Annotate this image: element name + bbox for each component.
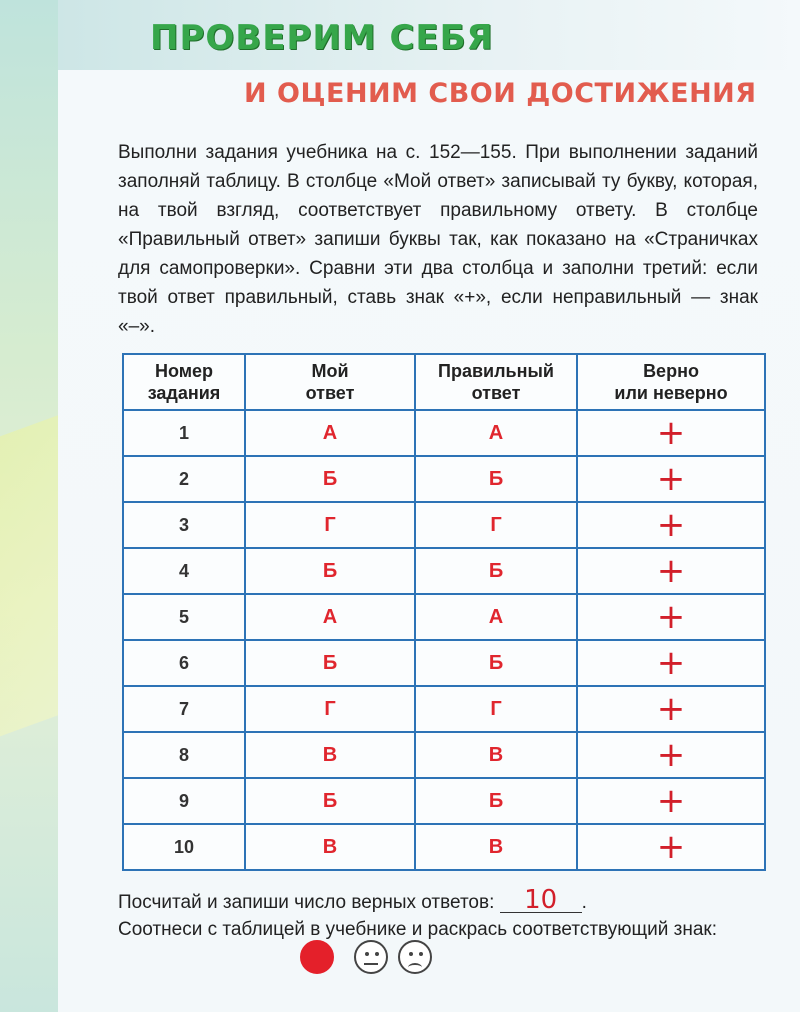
correct-answer-cell[interactable]: Б xyxy=(415,778,577,824)
task-number-cell: 8 xyxy=(123,732,245,778)
task-number-cell: 9 xyxy=(123,778,245,824)
my-answer-cell[interactable]: В xyxy=(245,824,415,870)
table-row xyxy=(123,732,765,778)
header-my-answer: Мой ответ xyxy=(245,354,415,410)
my-answer-cell[interactable]: В xyxy=(245,732,415,778)
table-row xyxy=(123,410,765,456)
my-answer-cell[interactable]: А xyxy=(245,594,415,640)
neutral-face-icon[interactable] xyxy=(354,940,388,974)
table-row xyxy=(123,594,765,640)
table-row xyxy=(123,778,765,824)
table-row xyxy=(123,548,765,594)
correct-answer-cell[interactable]: Б xyxy=(415,640,577,686)
instructions-text: Выполни задания учебника на с. 152—155. При выполнении заданий заполняй таблицу. В столбце «Мой ответ» записывай ту букву, которая, на твой взгляд, соответствует правильному ответу. В столбце «Правильный ответ» запиши буквы так, как показано на «Страничках для самопроверки». Сравни эти два столбца и заполни третий: если твой ответ правильный, ставь знак «+», если неправильный — знак «–». xyxy=(118,142,758,337)
result-cell[interactable]: + xyxy=(577,640,765,686)
my-answer-cell[interactable]: Б xyxy=(245,456,415,502)
result-cell[interactable]: + xyxy=(577,824,765,870)
correct-answer-cell[interactable]: Г xyxy=(415,502,577,548)
task-number-cell: 3 xyxy=(123,502,245,548)
task-number-cell: 2 xyxy=(123,456,245,502)
my-answer-cell[interactable]: Б xyxy=(245,548,415,594)
task-number-cell: 6 xyxy=(123,640,245,686)
summary-text xyxy=(118,885,758,943)
task-number-cell: 5 xyxy=(123,594,245,640)
count-prompt: Посчитай и запиши число верных ответов: xyxy=(118,892,495,913)
table-row xyxy=(123,686,765,732)
result-cell[interactable]: + xyxy=(577,410,765,456)
sad-face-icon[interactable] xyxy=(398,940,432,974)
correct-answer-cell[interactable]: Г xyxy=(415,686,577,732)
my-answer-cell[interactable]: Б xyxy=(245,778,415,824)
correct-answer-cell[interactable]: Б xyxy=(415,548,577,594)
happy-face-icon[interactable] xyxy=(300,940,334,974)
task-number-cell: 7 xyxy=(123,686,245,732)
result-cell[interactable]: + xyxy=(577,686,765,732)
table-header-row xyxy=(123,354,765,410)
my-answer-cell[interactable]: Г xyxy=(245,686,415,732)
header-correct-answer: Правильный ответ xyxy=(415,354,577,410)
result-cell[interactable]: + xyxy=(577,548,765,594)
page-title: ПРОВЕРИМ СЕБЯ xyxy=(150,18,494,58)
correct-answer-cell[interactable]: В xyxy=(415,732,577,778)
my-answer-cell[interactable]: Б xyxy=(245,640,415,686)
task-number-cell: 4 xyxy=(123,548,245,594)
my-answer-cell[interactable]: Г xyxy=(245,502,415,548)
correct-answer-cell[interactable]: А xyxy=(415,594,577,640)
result-cell[interactable]: + xyxy=(577,732,765,778)
table-row xyxy=(123,824,765,870)
table-row xyxy=(123,502,765,548)
result-cell[interactable]: + xyxy=(577,456,765,502)
header-task-number: Номер задания xyxy=(123,354,245,410)
period: . xyxy=(581,892,587,913)
correct-count-field[interactable]: 10 xyxy=(500,888,582,913)
result-cell[interactable]: + xyxy=(577,778,765,824)
task-number-cell: 10 xyxy=(123,824,245,870)
table-row xyxy=(123,640,765,686)
header-result: Верно или неверно xyxy=(577,354,765,410)
my-answer-cell[interactable]: А xyxy=(245,410,415,456)
correct-answer-cell[interactable]: А xyxy=(415,410,577,456)
page-subtitle: И ОЦЕНИМ СВОИ ДОСТИЖЕНИЯ xyxy=(244,78,757,109)
correct-answer-cell[interactable]: В xyxy=(415,824,577,870)
face-prompt: Соотнеси с таблицей в учебнике и раскрась соответствующий знак: xyxy=(118,919,717,940)
correct-answer-cell[interactable]: Б xyxy=(415,456,577,502)
result-cell[interactable]: + xyxy=(577,594,765,640)
task-number-cell: 1 xyxy=(123,410,245,456)
table-row xyxy=(123,456,765,502)
result-cell[interactable]: + xyxy=(577,502,765,548)
answers-table xyxy=(122,353,766,871)
